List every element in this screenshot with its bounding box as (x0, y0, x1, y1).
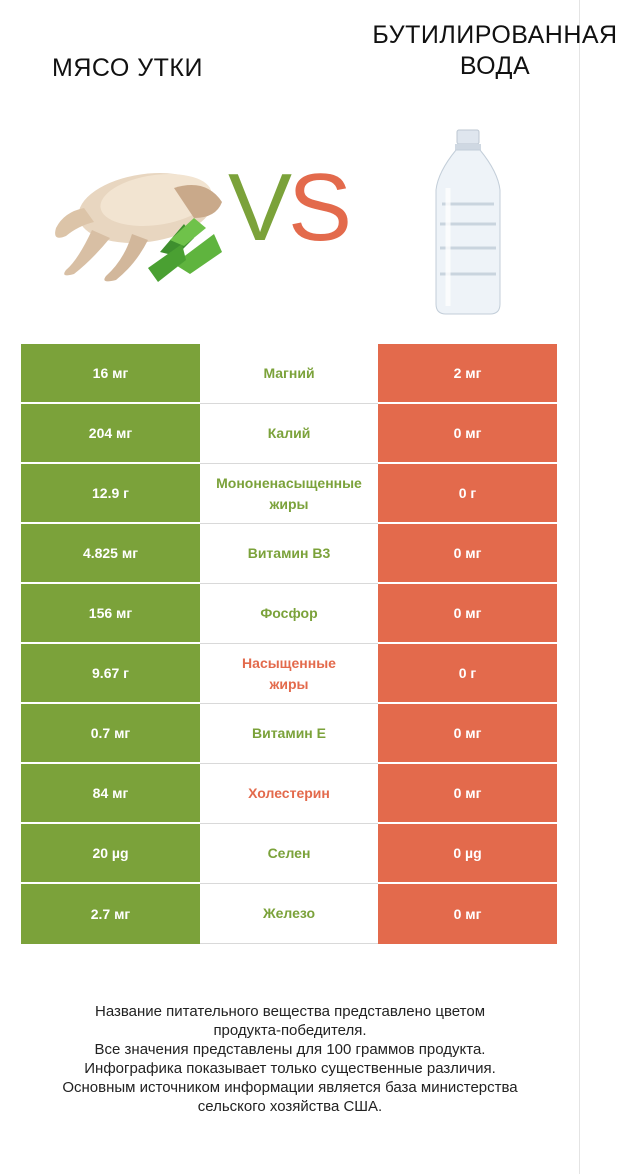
nutrient-name: Селен (200, 824, 378, 884)
right-value: 0 мг (378, 524, 557, 584)
duck-meat-image (44, 148, 234, 298)
right-product-title (360, 20, 625, 82)
left-value: 2.7 мг (21, 884, 200, 944)
right-value: 0 г (378, 464, 557, 524)
right-value: 2 мг (378, 344, 557, 404)
vs-s-letter: S (288, 154, 349, 261)
nutrient-name: Витамин E (200, 704, 378, 764)
right-value: 0 мг (378, 404, 557, 464)
left-value: 9.67 г (21, 644, 200, 704)
vs-label (228, 154, 349, 261)
right-value: 0 мг (378, 584, 557, 644)
table-row (21, 644, 557, 704)
vs-v-letter: V (228, 154, 289, 261)
nutrient-name: Холестерин (200, 764, 378, 824)
table-row (21, 584, 557, 644)
nutrient-name: Железо (200, 884, 378, 944)
footer-note (0, 1002, 580, 1116)
footer-line: сельского хозяйства США. (197, 1098, 383, 1115)
table-row (21, 464, 557, 524)
right-value: 0 µg (378, 824, 557, 884)
right-value: 0 мг (378, 764, 557, 824)
left-value: 156 мг (21, 584, 200, 644)
table-row (21, 764, 557, 824)
table-row (21, 704, 557, 764)
nutrient-name-text: Мононенасыщенные жиры (216, 474, 362, 512)
left-product-title: МЯСО УТКИ (52, 54, 203, 82)
left-value: 84 мг (21, 764, 200, 824)
footer-line: Название питательного вещества представлено цветом (94, 1003, 486, 1020)
table-row (21, 524, 557, 584)
left-value: 4.825 мг (21, 524, 200, 584)
nutrient-name: Витамин B3 (200, 524, 378, 584)
footer-line: продукта-победителя. (213, 1022, 367, 1039)
table-row (21, 884, 557, 944)
nutrient-name (200, 644, 378, 704)
table-row (21, 824, 557, 884)
nutrient-name-text: Насыщенные жиры (242, 654, 336, 692)
nutrient-name (200, 464, 378, 524)
right-value: 0 мг (378, 704, 557, 764)
footer-line: Инфографика показывает только существенные различия. (84, 1060, 496, 1077)
left-value: 204 мг (21, 404, 200, 464)
right-product-title-line1: БУТИЛИРОВАННАЯ (372, 21, 618, 49)
left-value: 16 мг (21, 344, 200, 404)
nutrient-name: Фосфор (200, 584, 378, 644)
water-bottle-image (430, 128, 506, 318)
nutrient-name: Калий (200, 404, 378, 464)
comparison-table (21, 344, 557, 944)
left-value: 20 µg (21, 824, 200, 884)
table-row (21, 404, 557, 464)
table-row (21, 344, 557, 404)
right-value: 0 мг (378, 884, 557, 944)
right-product-title-line2: ВОДА (459, 52, 531, 80)
nutrient-name: Магний (200, 344, 378, 404)
left-value: 0.7 мг (21, 704, 200, 764)
right-value: 0 г (378, 644, 557, 704)
footer-line: Все значения представлены для 100 граммов продукта. (94, 1041, 486, 1058)
left-value: 12.9 г (21, 464, 200, 524)
footer-line: Основным источником информации является база министерства (62, 1079, 518, 1096)
